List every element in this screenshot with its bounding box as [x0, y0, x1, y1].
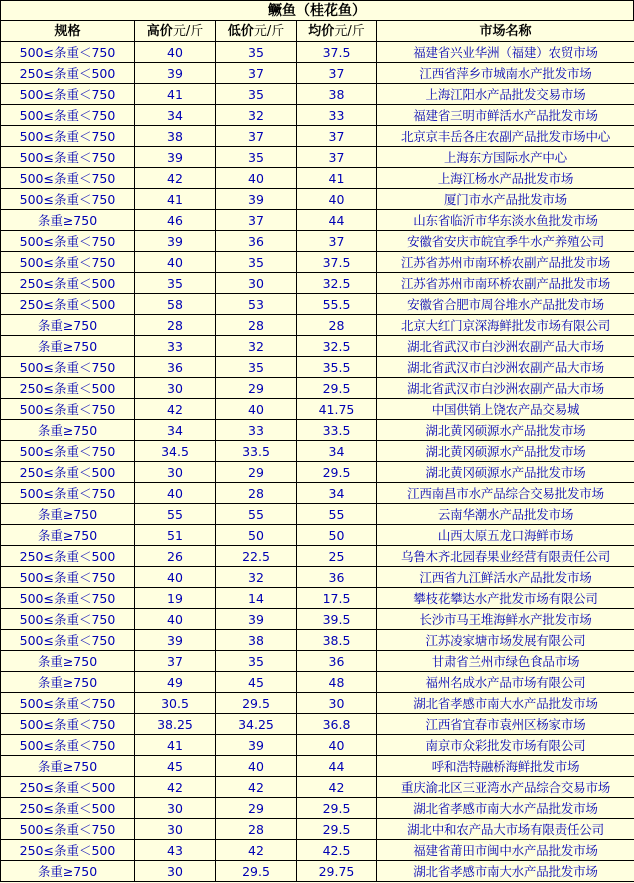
cell-spec: 250≤条重＜500: [1, 378, 135, 399]
header-avg-label: 均价: [308, 23, 335, 39]
cell-market: 湖北省孝感市南大水产品批发市场: [377, 693, 634, 714]
cell-avg: 48: [297, 672, 377, 693]
header-avg-unit: 元/斤: [334, 23, 365, 39]
table-row: [1, 840, 634, 861]
cell-spec: 条重≥750: [1, 504, 135, 525]
table-row: [1, 777, 634, 798]
cell-avg: 40: [297, 189, 377, 210]
cell-spec: 条重≥750: [1, 315, 135, 336]
cell-high: 38.25: [135, 714, 216, 735]
cell-market: 上海江阳水产品批发交易市场: [377, 84, 634, 105]
cell-spec: 500≤条重＜750: [1, 105, 135, 126]
cell-market: 山西太原五龙口海鲜市场: [377, 525, 634, 546]
table-row: [1, 567, 634, 588]
cell-high: 30: [135, 378, 216, 399]
cell-spec: 500≤条重＜750: [1, 147, 135, 168]
cell-high: 40: [135, 483, 216, 504]
cell-market: 山东省临沂市华东淡水鱼批发市场: [377, 210, 634, 231]
cell-high: 26: [135, 546, 216, 567]
cell-low: 39: [216, 735, 297, 756]
cell-market: 江苏省苏州市南环桥农副产品批发市场: [377, 252, 634, 273]
table-row: [1, 861, 634, 882]
cell-spec: 250≤条重＜500: [1, 294, 135, 315]
cell-market: 湖北黄冈硕源水产品批发市场: [377, 420, 634, 441]
cell-low: 39: [216, 189, 297, 210]
cell-market: 攀枝花攀达水产批发市场有限公司: [377, 588, 634, 609]
cell-spec: 500≤条重＜750: [1, 567, 135, 588]
cell-high: 42: [135, 168, 216, 189]
cell-low: 40: [216, 756, 297, 777]
cell-avg: 36: [297, 651, 377, 672]
cell-market: 湖北黄冈硕源水产品批发市场: [377, 462, 634, 483]
cell-avg: 25: [297, 546, 377, 567]
cell-high: 51: [135, 525, 216, 546]
cell-high: 37: [135, 651, 216, 672]
cell-avg: 37: [297, 231, 377, 252]
cell-avg: 37.5: [297, 252, 377, 273]
table-row: [1, 420, 634, 441]
cell-spec: 500≤条重＜750: [1, 399, 135, 420]
cell-high: 30.5: [135, 693, 216, 714]
cell-high: 41: [135, 735, 216, 756]
header-row: [1, 21, 634, 42]
cell-high: 58: [135, 294, 216, 315]
cell-spec: 500≤条重＜750: [1, 42, 135, 63]
cell-low: 37: [216, 210, 297, 231]
cell-market: 云南华潮水产品批发市场: [377, 504, 634, 525]
sheet-title: 鳜鱼（桂花鱼）: [0, 0, 634, 20]
cell-market: 长沙市马王堆海鲜水产批发市场: [377, 609, 634, 630]
header-high-label: 高价: [146, 23, 173, 39]
cell-low: 40: [216, 399, 297, 420]
cell-avg: 37.5: [297, 42, 377, 63]
cell-low: 35: [216, 84, 297, 105]
cell-spec: 500≤条重＜750: [1, 819, 135, 840]
cell-avg: 39.5: [297, 609, 377, 630]
table-row: [1, 399, 634, 420]
cell-high: 46: [135, 210, 216, 231]
header-high-unit: 元/斤: [172, 23, 204, 39]
cell-avg: 35.5: [297, 357, 377, 378]
cell-market: 厦门市水产品批发市场: [377, 189, 634, 210]
cell-spec: 500≤条重＜750: [1, 693, 135, 714]
cell-spec: 500≤条重＜750: [1, 231, 135, 252]
cell-market: 中国供销上饶农产品交易城: [377, 399, 634, 420]
table-row: [1, 105, 634, 126]
cell-spec: 250≤条重＜500: [1, 798, 135, 819]
cell-low: 28: [216, 819, 297, 840]
cell-high: 49: [135, 672, 216, 693]
cell-avg: 42: [297, 777, 377, 798]
cell-market: 福州名成水产品市场有限公司: [377, 672, 634, 693]
header-high: [135, 21, 216, 42]
cell-low: 32: [216, 336, 297, 357]
header-spec: 规格: [1, 21, 135, 42]
cell-spec: 500≤条重＜750: [1, 441, 135, 462]
cell-low: 28: [216, 315, 297, 336]
cell-market: 江西省九江鲜活水产品批发市场: [377, 567, 634, 588]
cell-high: 33: [135, 336, 216, 357]
cell-avg: 42.5: [297, 840, 377, 861]
cell-low: 35: [216, 42, 297, 63]
cell-low: 28: [216, 483, 297, 504]
cell-spec: 250≤条重＜500: [1, 273, 135, 294]
cell-spec: 500≤条重＜750: [1, 189, 135, 210]
cell-high: 40: [135, 567, 216, 588]
table-row: [1, 462, 634, 483]
header-market: 市场名称: [377, 21, 634, 42]
cell-avg: 33: [297, 105, 377, 126]
cell-avg: 28: [297, 315, 377, 336]
cell-high: 42: [135, 777, 216, 798]
cell-market: 乌鲁木齐北园春果业经营有限责任公司: [377, 546, 634, 567]
cell-low: 50: [216, 525, 297, 546]
cell-avg: 37: [297, 147, 377, 168]
table-row: [1, 819, 634, 840]
cell-avg: 34: [297, 483, 377, 504]
table-row: [1, 546, 634, 567]
cell-avg: 34: [297, 441, 377, 462]
cell-high: 40: [135, 42, 216, 63]
cell-low: 34.25: [216, 714, 297, 735]
cell-high: 34: [135, 420, 216, 441]
cell-market: 江西省宜春市袁州区杨家市场: [377, 714, 634, 735]
cell-low: 29.5: [216, 861, 297, 882]
cell-spec: 250≤条重＜500: [1, 777, 135, 798]
table-row: [1, 588, 634, 609]
cell-avg: 36.8: [297, 714, 377, 735]
cell-high: 39: [135, 147, 216, 168]
cell-market: 湖北省武汉市白沙洲农副产品大市场: [377, 336, 634, 357]
header-low-unit: 元/斤: [253, 23, 285, 39]
cell-low: 42: [216, 777, 297, 798]
cell-avg: 33.5: [297, 420, 377, 441]
table-row: [1, 735, 634, 756]
table-row: [1, 189, 634, 210]
cell-high: 39: [135, 630, 216, 651]
cell-low: 39: [216, 609, 297, 630]
cell-high: 41: [135, 189, 216, 210]
cell-spec: 500≤条重＜750: [1, 357, 135, 378]
cell-low: 37: [216, 126, 297, 147]
table-row: [1, 693, 634, 714]
cell-low: 53: [216, 294, 297, 315]
cell-low: 29: [216, 798, 297, 819]
cell-avg: 29.5: [297, 819, 377, 840]
cell-avg: 32.5: [297, 336, 377, 357]
table-row: [1, 42, 634, 63]
cell-avg: 55: [297, 504, 377, 525]
cell-market: 江西南昌市水产品综合交易批发市场: [377, 483, 634, 504]
header-avg: [297, 21, 377, 42]
cell-avg: 38: [297, 84, 377, 105]
cell-high: 30: [135, 798, 216, 819]
cell-high: 45: [135, 756, 216, 777]
cell-low: 37: [216, 63, 297, 84]
cell-low: 36: [216, 231, 297, 252]
cell-low: 35: [216, 147, 297, 168]
cell-avg: 17.5: [297, 588, 377, 609]
cell-low: 42: [216, 840, 297, 861]
cell-avg: 41: [297, 168, 377, 189]
cell-spec: 条重≥750: [1, 672, 135, 693]
cell-high: 30: [135, 861, 216, 882]
table-row: [1, 714, 634, 735]
cell-spec: 250≤条重＜500: [1, 63, 135, 84]
cell-spec: 500≤条重＜750: [1, 609, 135, 630]
cell-market: 北京京丰岳各庄农副产品批发市场中心: [377, 126, 634, 147]
cell-high: 39: [135, 231, 216, 252]
cell-avg: 29.75: [297, 861, 377, 882]
table-row: [1, 798, 634, 819]
cell-high: 28: [135, 315, 216, 336]
cell-spec: 500≤条重＜750: [1, 714, 135, 735]
table-row: [1, 315, 634, 336]
cell-high: 36: [135, 357, 216, 378]
cell-market: 重庆渝北区三亚湾水产品综合交易市场: [377, 777, 634, 798]
cell-spec: 500≤条重＜750: [1, 735, 135, 756]
cell-low: 32: [216, 105, 297, 126]
cell-avg: 32.5: [297, 273, 377, 294]
cell-avg: 38.5: [297, 630, 377, 651]
cell-low: 29.5: [216, 693, 297, 714]
cell-high: 41: [135, 84, 216, 105]
table-row: [1, 504, 634, 525]
cell-avg: 29.5: [297, 798, 377, 819]
cell-spec: 条重≥750: [1, 861, 135, 882]
table-row: [1, 168, 634, 189]
table-body: [1, 42, 634, 882]
cell-market: 安徽省安庆市皖宜季牛水产养殖公司: [377, 231, 634, 252]
cell-low: 40: [216, 168, 297, 189]
table-row: [1, 294, 634, 315]
cell-high: 19: [135, 588, 216, 609]
cell-spec: 条重≥750: [1, 525, 135, 546]
cell-spec: 500≤条重＜750: [1, 126, 135, 147]
cell-low: 35: [216, 651, 297, 672]
cell-low: 29: [216, 378, 297, 399]
cell-market: 湖北省武汉市白沙洲农副产品大市场: [377, 378, 634, 399]
table-row: [1, 84, 634, 105]
cell-spec: 500≤条重＜750: [1, 630, 135, 651]
cell-low: 22.5: [216, 546, 297, 567]
cell-high: 38: [135, 126, 216, 147]
table-row: [1, 231, 634, 252]
cell-low: 33.5: [216, 441, 297, 462]
cell-high: 40: [135, 609, 216, 630]
cell-avg: 44: [297, 756, 377, 777]
cell-market: 上海东方国际水产中心: [377, 147, 634, 168]
table-row: [1, 756, 634, 777]
table-row: [1, 147, 634, 168]
cell-spec: 500≤条重＜750: [1, 168, 135, 189]
cell-low: 38: [216, 630, 297, 651]
cell-market: 湖北省孝感市南大水产品批发市场: [377, 861, 634, 882]
cell-high: 34: [135, 105, 216, 126]
cell-spec: 500≤条重＜750: [1, 252, 135, 273]
cell-avg: 29.5: [297, 378, 377, 399]
cell-market: 湖北黄冈硕源水产品批发市场: [377, 441, 634, 462]
cell-market: 甘肃省兰州市绿色食品市场: [377, 651, 634, 672]
cell-high: 34.5: [135, 441, 216, 462]
cell-market: 江苏省苏州市南环桥农副产品批发市场: [377, 273, 634, 294]
cell-spec: 500≤条重＜750: [1, 483, 135, 504]
cell-market: 呼和浩特融桥海鲜批发市场: [377, 756, 634, 777]
table-row: [1, 441, 634, 462]
cell-spec: 条重≥750: [1, 336, 135, 357]
cell-low: 32: [216, 567, 297, 588]
cell-spec: 500≤条重＜750: [1, 588, 135, 609]
cell-high: 42: [135, 399, 216, 420]
cell-avg: 37: [297, 63, 377, 84]
cell-market: 福建省兴业华洲（福建）农贸市场: [377, 42, 634, 63]
cell-market: 福建省三明市鲜活水产品批发市场: [377, 105, 634, 126]
cell-spec: 条重≥750: [1, 756, 135, 777]
cell-low: 35: [216, 252, 297, 273]
cell-low: 45: [216, 672, 297, 693]
cell-high: 30: [135, 462, 216, 483]
cell-avg: 36: [297, 567, 377, 588]
cell-spec: 500≤条重＜750: [1, 84, 135, 105]
cell-market: 北京大红门京深海鲜批发市场有限公司: [377, 315, 634, 336]
header-low: [216, 21, 297, 42]
cell-market: 福建省莆田市闽中水产品批发市场: [377, 840, 634, 861]
cell-low: 55: [216, 504, 297, 525]
cell-market: 江西省萍乡市城南水产批发市场: [377, 63, 634, 84]
cell-low: 35: [216, 357, 297, 378]
cell-market: 南京市众彩批发市场有限公司: [377, 735, 634, 756]
table-row: [1, 63, 634, 84]
cell-market: 安徽省合肥市周谷堆水产品批发市场: [377, 294, 634, 315]
cell-market: 湖北省武汉市白沙洲农副产品大市场: [377, 357, 634, 378]
table-row: [1, 672, 634, 693]
header-low-label: 低价: [227, 23, 254, 39]
cell-market: 江苏凌家塘市场发展有限公司: [377, 630, 634, 651]
cell-high: 35: [135, 273, 216, 294]
cell-avg: 29.5: [297, 462, 377, 483]
table-row: [1, 126, 634, 147]
table-row: [1, 336, 634, 357]
cell-low: 30: [216, 273, 297, 294]
cell-avg: 41.75: [297, 399, 377, 420]
cell-high: 40: [135, 252, 216, 273]
cell-avg: 37: [297, 126, 377, 147]
table-row: [1, 525, 634, 546]
cell-avg: 50: [297, 525, 377, 546]
cell-spec: 250≤条重＜500: [1, 462, 135, 483]
cell-avg: 30: [297, 693, 377, 714]
cell-high: 43: [135, 840, 216, 861]
cell-high: 39: [135, 63, 216, 84]
table-row: [1, 273, 634, 294]
cell-avg: 44: [297, 210, 377, 231]
cell-avg: 40: [297, 735, 377, 756]
cell-spec: 条重≥750: [1, 651, 135, 672]
table-row: [1, 609, 634, 630]
cell-spec: 250≤条重＜500: [1, 840, 135, 861]
cell-market: 湖北省孝感市南大水产品批发市场: [377, 798, 634, 819]
table-row: [1, 483, 634, 504]
cell-market: 湖北中和农产品大市场有限责任公司: [377, 819, 634, 840]
cell-low: 14: [216, 588, 297, 609]
table-row: [1, 357, 634, 378]
price-table: [0, 20, 634, 882]
cell-spec: 250≤条重＜500: [1, 546, 135, 567]
cell-spec: 条重≥750: [1, 210, 135, 231]
table-row: [1, 252, 634, 273]
cell-high: 30: [135, 819, 216, 840]
table-row: [1, 630, 634, 651]
cell-low: 29: [216, 462, 297, 483]
table-row: [1, 210, 634, 231]
cell-market: 上海江杨水产品批发市场: [377, 168, 634, 189]
cell-high: 55: [135, 504, 216, 525]
cell-spec: 条重≥750: [1, 420, 135, 441]
table-row: [1, 651, 634, 672]
cell-avg: 55.5: [297, 294, 377, 315]
table-row: [1, 378, 634, 399]
cell-low: 33: [216, 420, 297, 441]
